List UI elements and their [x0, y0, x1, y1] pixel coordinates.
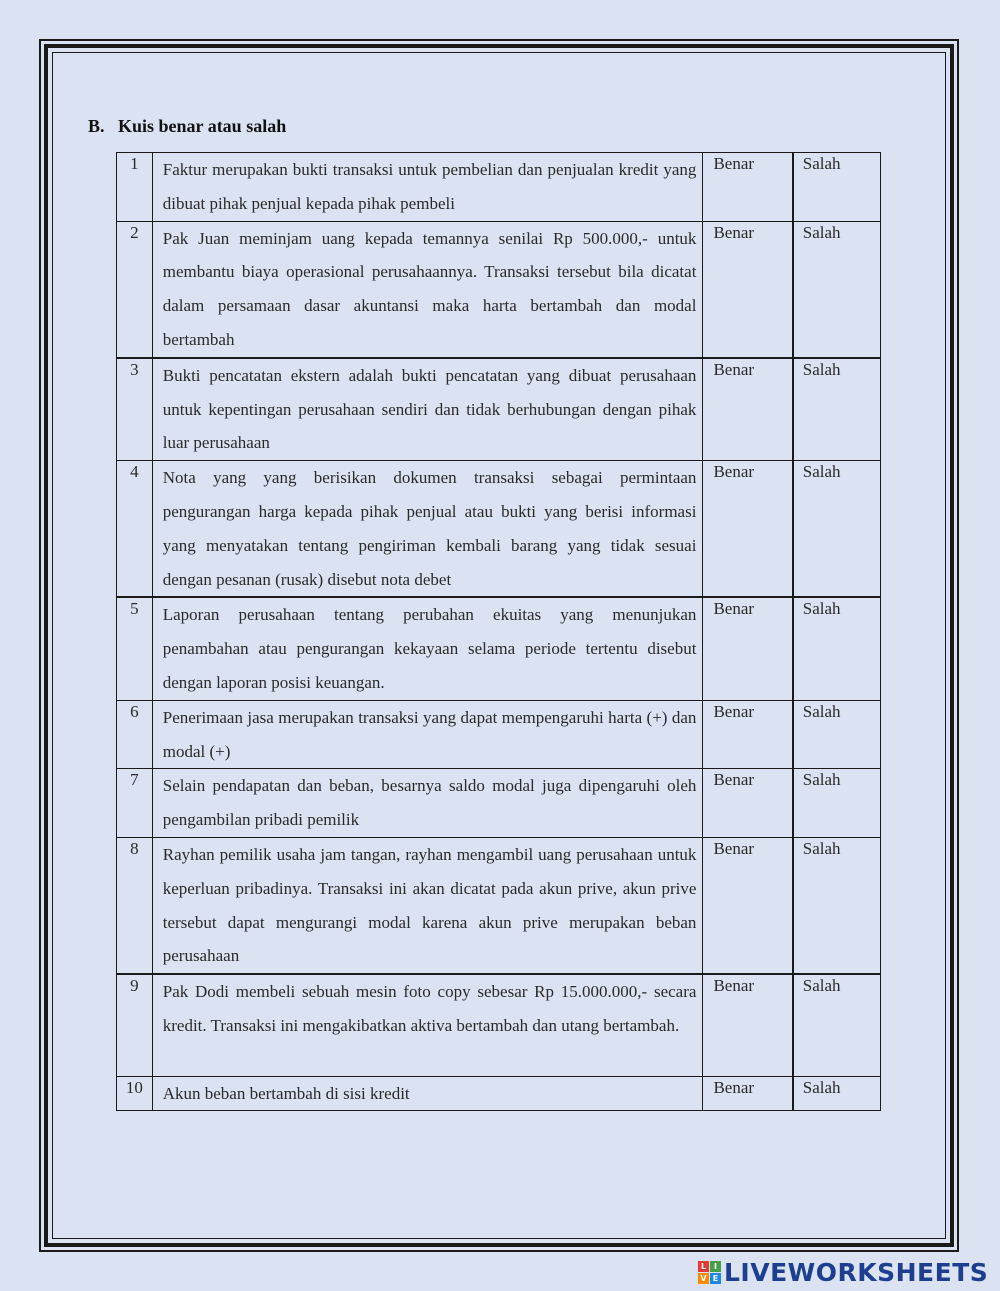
- answer-false-option[interactable]: Salah: [793, 974, 881, 1076]
- question-number: 9: [117, 974, 153, 1076]
- logo-icon: [698, 1261, 721, 1284]
- section-number: B.: [88, 116, 105, 136]
- quiz-table: [116, 152, 881, 1111]
- question-number: 4: [117, 461, 153, 598]
- answer-false-option[interactable]: Salah: [793, 837, 881, 974]
- answer-true-option[interactable]: Benar: [703, 769, 793, 838]
- question-row: [117, 153, 881, 222]
- answer-true-option[interactable]: Benar: [703, 974, 793, 1076]
- logo-letter: E: [710, 1273, 721, 1284]
- logo-letter: V: [698, 1273, 709, 1284]
- question-number: 1: [117, 153, 153, 222]
- section-title: Kuis benar atau salah: [118, 116, 287, 136]
- question-number: 2: [117, 221, 153, 358]
- question-number: 7: [117, 769, 153, 838]
- answer-true-option[interactable]: Benar: [703, 700, 793, 769]
- question-text: Bukti pencatatan ekstern adalah bukti pencatatan yang dibuat perusahaan untuk kepentingan perusahaan sendiri dan tidak berhubungan dengan pihak luar perusahaan: [152, 358, 703, 461]
- question-row: [117, 700, 881, 769]
- question-text: Penerimaan jasa merupakan transaksi yang dapat mempengaruhi harta (+) dan modal (+): [152, 700, 703, 769]
- question-row: [117, 597, 881, 700]
- question-number: 5: [117, 597, 153, 700]
- question-row: [117, 769, 881, 838]
- section-heading: [88, 116, 286, 137]
- answer-true-option[interactable]: Benar: [703, 597, 793, 700]
- question-text: Nota yang yang berisikan dokumen transaksi sebagai permintaan pengurangan harga kepada pihak penjual atau bukti yang berisi informasi yang menyatakan tentang pengiriman kembali barang yang tidak sesuai dengan pesanan (rusak) disebut nota debet: [152, 461, 703, 598]
- question-text: Rayhan pemilik usaha jam tangan, rayhan mengambil uang perusahaan untuk keperluan pribadinya. Transaksi ini akan dicatat pada akun prive, akun prive tersebut dapat mengurangi modal karena akun prive merupakan beban perusahaan: [152, 837, 703, 974]
- answer-false-option[interactable]: Salah: [793, 461, 881, 598]
- liveworksheets-logo: [698, 1258, 988, 1287]
- question-number: 10: [117, 1076, 153, 1111]
- question-text: Akun beban bertambah di sisi kredit: [152, 1076, 703, 1111]
- question-text: Faktur merupakan bukti transaksi untuk pembelian dan penjualan kredit yang dibuat pihak penjual kepada pihak pembeli: [152, 153, 703, 222]
- question-number: 3: [117, 358, 153, 461]
- answer-true-option[interactable]: Benar: [703, 837, 793, 974]
- answer-false-option[interactable]: Salah: [793, 1076, 881, 1111]
- question-row: [117, 974, 881, 1076]
- question-number: 6: [117, 700, 153, 769]
- question-row: [117, 358, 881, 461]
- question-row: [117, 221, 881, 358]
- answer-false-option[interactable]: Salah: [793, 153, 881, 222]
- question-text: Selain pendapatan dan beban, besarnya saldo modal juga dipengaruhi oleh pengambilan pribadi pemilik: [152, 769, 703, 838]
- answer-true-option[interactable]: Benar: [703, 461, 793, 598]
- logo-letter: I: [710, 1261, 721, 1272]
- question-text: Pak Dodi membeli sebuah mesin foto copy sebesar Rp 15.000.000,- secara kredit. Transaksi ini mengakibatkan aktiva bertambah dan utang bertambah.: [152, 974, 703, 1076]
- answer-true-option[interactable]: Benar: [703, 358, 793, 461]
- question-text: Laporan perusahaan tentang perubahan ekuitas yang menunjukan penambahan atau pengurangan kekayaan selama periode tertentu disebut dengan laporan posisi keuangan.: [152, 597, 703, 700]
- answer-false-option[interactable]: Salah: [793, 700, 881, 769]
- answer-false-option[interactable]: Salah: [793, 358, 881, 461]
- answer-false-option[interactable]: Salah: [793, 597, 881, 700]
- question-number: 8: [117, 837, 153, 974]
- answer-true-option[interactable]: Benar: [703, 153, 793, 222]
- logo-wordmark: LIVEWORKSHEETS: [724, 1258, 989, 1287]
- answer-true-option[interactable]: Benar: [703, 221, 793, 358]
- answer-false-option[interactable]: Salah: [793, 221, 881, 358]
- question-row: [117, 1076, 881, 1111]
- answer-true-option[interactable]: Benar: [703, 1076, 793, 1111]
- question-text: Pak Juan meminjam uang kepada temannya senilai Rp 500.000,- untuk membantu biaya operasional perusahaannya. Transaksi tersebut bila dicatat dalam persamaan dasar akuntansi maka harta bertambah dan modal bertambah: [152, 221, 703, 358]
- logo-letter: L: [698, 1261, 709, 1272]
- answer-false-option[interactable]: Salah: [793, 769, 881, 838]
- question-row: [117, 461, 881, 598]
- question-row: [117, 837, 881, 974]
